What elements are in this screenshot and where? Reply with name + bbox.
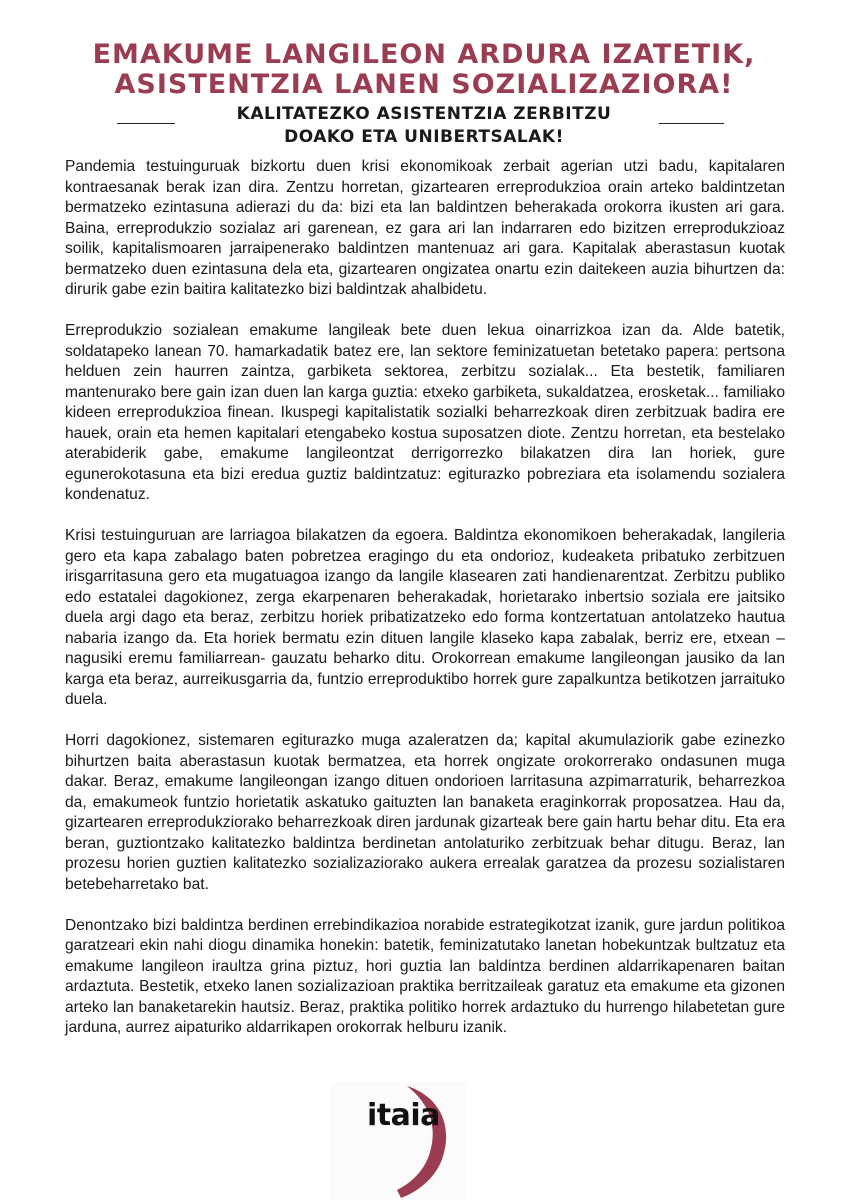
logo-text: itaia bbox=[367, 1098, 440, 1133]
subtitle-line-2: DOAKO ETA UNIBERTSALAK! bbox=[284, 127, 564, 147]
title-line-2: ASISTENTZIA LANEN SOZIALIZAZIORA! bbox=[114, 69, 734, 100]
page-subtitle bbox=[0, 103, 848, 149]
paragraph-2: Erreprodukzio sozialean emakume langileak bete duen lekua oinarrizkoa izan da. Alde batetik, soldatapeko lanean 70. hamarkadatik batez ere, lan sektore feminizatuetan betetako papera: pertsona helduen zein haurren zaintza, garbiketa sektorea, zerbitzu sozialak... Eta bestetik, familiaren mantenurako bere gain izan duen lan karga guztia: etxeko garbiketa, sukaldatzea, erosketak... familiako kideen erreprodukzioa finean. Ikuspegi kapitalistatik sozialki beharrezkoak diren zerbitzuak badira ere hauek, orain eta hemen kapitalari etengabeko kostua suposatzen diote. Zentzu horretan, eta bestelako aterabiderik gabe, emakume langileontzat derrigorrezko bilakatzen dira lan horiek, gure egunerokotasuna eta bizi eredua guztiz baldintzatuz: egiturazko pobreziara eta isolamendu sozialera kondenatuz. bbox=[65, 322, 785, 503]
itaia-logo bbox=[331, 1082, 467, 1200]
paragraph-5: Denontzako bizi baldintza berdinen errebindikazioa norabide estrategikotzat izanik, gure jardun politikoa garatzeari ekin nahi diogu dinamika honekin: batetik, feminizatutako lanetan hobekuntzak bultzatuz eta emakume langileon iraultza grina piztuz, hori guztia lan baldintza berdinen aldarrikapenaren baitan ardaztuta. Bestetik, etxeko lanen sozializazioan praktika berritzaileak garatuz eta emakume eta gizonen arteko lan banaketarekin hautsiz. Beraz, praktika politiko horrek ardaztuko du hurrengo hilabetetan gure jarduna, aurrez aipaturiko aldarrikapen orokorrak helburu izanik. bbox=[65, 916, 785, 1036]
paragraph-4: Horri dagokionez, sistemaren egiturazko muga azaleratzen da; kapital akumulaziorik gabe ezinezko bihurtzen baita aberastasun kuotak bermatzea, eta horrek ongizate orokorrerako ondasunen muga dakar. Beraz, emakume langileongan izango dituen ondorioen larritasuna azpimarraturik, beharrezkoa da, emakumeok funtzio horietatik askatuko gaituzten lan banaketa eraginkorrak proposatzea. Hau da, gizartearen erreprodukziorako beharrezkoak diren jardunak gizarteak bere gain hartu behar ditu. Eta era beran, guztiontzako kalitatezko baldintza berdinetan antolaturiko zerbitzuak behar ditugu. Beraz, lan prozesu horien guztien kalitatezko sozializaziorako aukera errealak garatzea da prozesu sozialistaren betebeharretako bat. bbox=[65, 732, 785, 893]
subtitle-line-1: KALITATEZKO ASISTENTZIA ZERBITZU bbox=[236, 104, 612, 124]
page-title bbox=[0, 40, 848, 100]
paragraph-3: Krisi testuinguruan are larriagoa bilakatzen da egoera. Baldintza ekonomikoen beherakadak, langileria gero eta kapa zabalago baten pobretzea eragingo du eta ondorioz, kudeaketa pribatuko zerbitzuen irisgarritasuna gero eta mugatuagoa izango da langile klasearen zati handienarentzat. Zerbitzu publiko edo estatalei dagokionez, zerga ekarpenaren beherakadak, horietarako inbertsio soziala ere jaitsiko duela argi dago eta beraz, zerbitzu horiek pribatizatzeko edo forma kontzertatuan antolatzeko hautua nabaria izango da. Eta horiek bermatu ezin dituen langile klaseko kapa zabalak, berriz ere, etxean – nagusiki eremu familiarrean- gauzatu beharko ditu. Orokorrean emakume langileongan jausiko da lan karga eta beraz, aurreikusgarria da, funtzio erreproduktibo horrek gure zapalkuntza betikotzen jarraituko duela. bbox=[65, 527, 785, 708]
title-line-1: EMAKUME LANGILEON ARDURA IZATETIK, bbox=[92, 39, 756, 70]
body-text bbox=[65, 157, 785, 1059]
paragraph-1: Pandemia testuinguruak bizkortu duen krisi ekonomikoak zerbait agerian utzi badu, kapitalaren kontraesanak berak izan dira. Zentzu horretan, gizartearen erreprodukzioa orain arteko baldintzetan bermatzeko ezintasuna adierazi du da: bizi eta lan baldintzen beherakada orokorra ikusten ari gara. Baina, erreprodukzio sozialaz ari garenean, ez gara ari lan indarraren edo bizitzen erreprodukzioaz soilik, kapitalismoaren jarraipenerako baldintzen mantenuaz ari gara. Kapitalak aberastasun kuotak bermatzeko duen ezintasuna dela eta, gizartearen ongizatea onartu ezin daitekeen auzia bihurtzen da: dirurik gabe ezin baitira kalitatezko bizi baldintzak ahalbidetu. bbox=[65, 158, 785, 298]
